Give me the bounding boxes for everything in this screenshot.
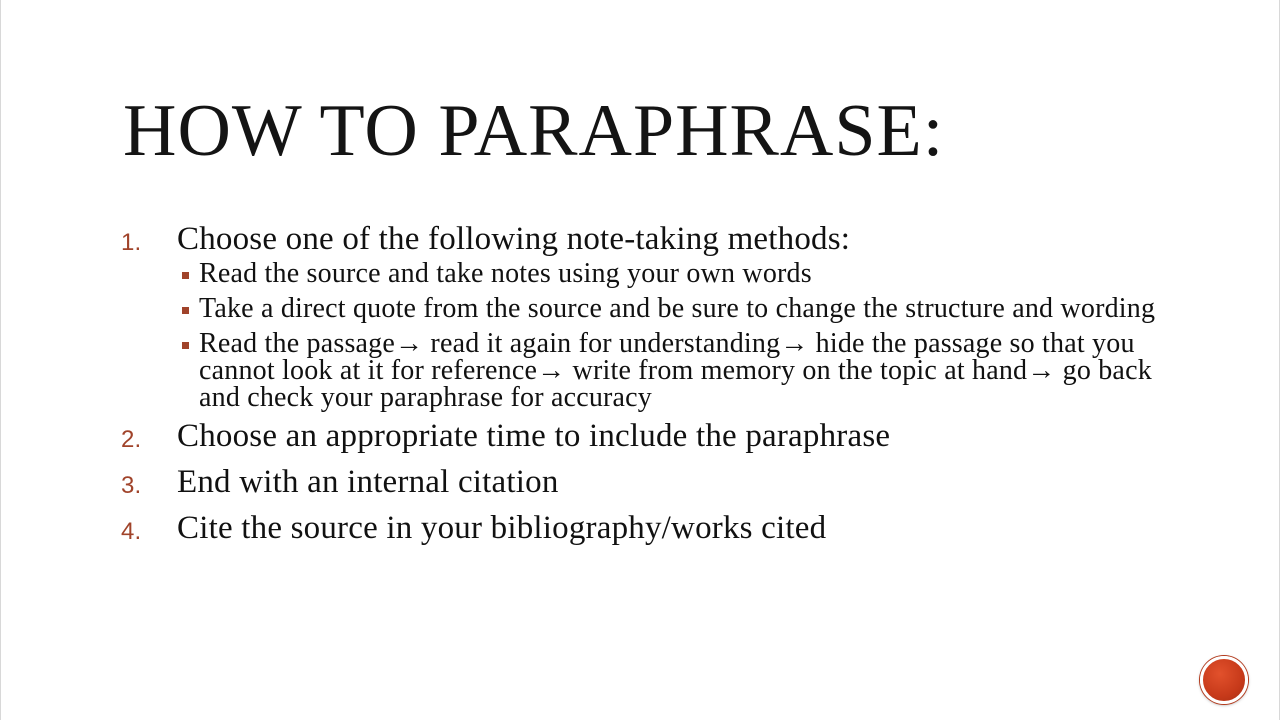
method-sublist [177,260,1161,411]
sublist-item [177,295,1161,322]
sublist-item-text: Read the source and take notes using your own words [199,258,812,289]
square-bullet-icon [182,272,189,279]
sublist-item-text: Take a direct quote from the source and be sure to change the structure and wording [199,293,1156,324]
list-number: 1. [121,229,142,256]
list-number: 2. [121,426,142,453]
slide-content [121,218,1161,549]
list-item-text: Choose an appropriate time to include the paraphrase [177,418,891,454]
square-bullet-icon [182,307,189,314]
red-circle-button-icon[interactable] [1200,656,1248,704]
list-item-text: End with an internal citation [177,464,559,500]
list-item-2 [121,415,1161,457]
list-item-4 [121,507,1161,549]
list-number: 3. [121,472,142,499]
sublist-item [177,330,1161,411]
list-number: 4. [121,518,142,545]
list-item-text: Choose one of the following note-taking methods: [177,221,851,257]
sublist-item-text: Read the passage→ read it again for understanding→ hide the passage so that you cannot look at it for reference→ write from memory on the topic at hand→ go back and check your paraphrase for accuracy [199,328,1152,413]
slide-title: HOW TO PARAPHRASE: [123,90,945,172]
square-bullet-icon [182,342,189,349]
sublist-item [177,260,1161,287]
list-item-text: Cite the source in your bibliography/works cited [177,510,827,546]
list-item-1 [121,218,1161,411]
list-item-3 [121,461,1161,503]
